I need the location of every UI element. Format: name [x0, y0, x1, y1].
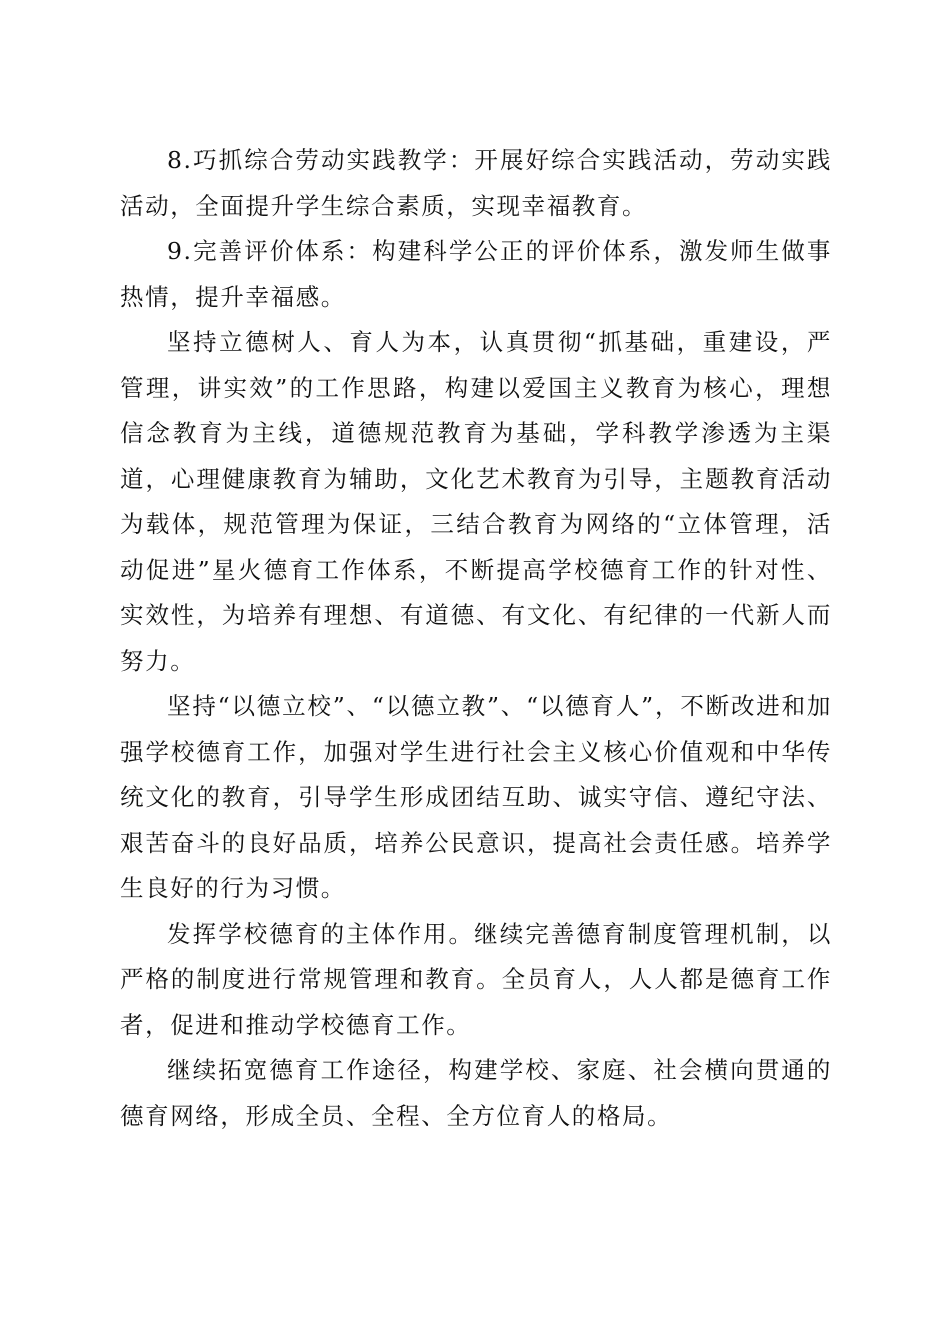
paragraph-moral-principles: 坚持“以德立校”、“以德立教”、“以德育人”，不断改进和加强学校德育工作，加强对学生进行社会主义核心价值观和中华传统文化的教育，引导学生形成团结互助、诚实守信、遵纪守法、艰苦奋斗的良好品质，培养公民意识，提高社会责任感。培养学生良好的行为习惯。	[120, 692, 832, 902]
paragraph-moral-education-framework: 坚持立德树人、育人为本，认真贯彻“抓基础，重建设，严管理，讲实效”的工作思路，构建以爱国主义教育为核心，理想信念教育为主线，道德规范教育为基础，学科教学渗透为主渠道，心理健康教育为辅助，文化艺术教育为引导，主题教育活动为载体，规范管理为保证，三结合教育为网络的“立体管理，活动促进”星火德育工作体系，不断提高学校德育工作的针对性、实效性，为培养有理想、有道德、有文化、有纪律的一代新人而努力。	[120, 328, 832, 675]
paragraph-education-network: 继续拓宽德育工作途径，构建学校、家庭、社会横向贯通的德育网络，形成全员、全程、全方位育人的格局。	[120, 1056, 832, 1130]
document-body	[120, 138, 832, 1139]
paragraph-school-role: 发挥学校德育的主体作用。继续完善德育制度管理机制，以严格的制度进行常规管理和教育。全员育人，人人都是德育工作者，促进和推动学校德育工作。	[120, 919, 832, 1039]
paragraph-item-9: 9.完善评价体系：构建科学公正的评价体系，激发师生做事热情，提升幸福感。	[120, 237, 832, 311]
paragraph-item-8: 8.巧抓综合劳动实践教学：开展好综合实践活动，劳动实践活动，全面提升学生综合素质，实现幸福教育。	[120, 146, 832, 220]
